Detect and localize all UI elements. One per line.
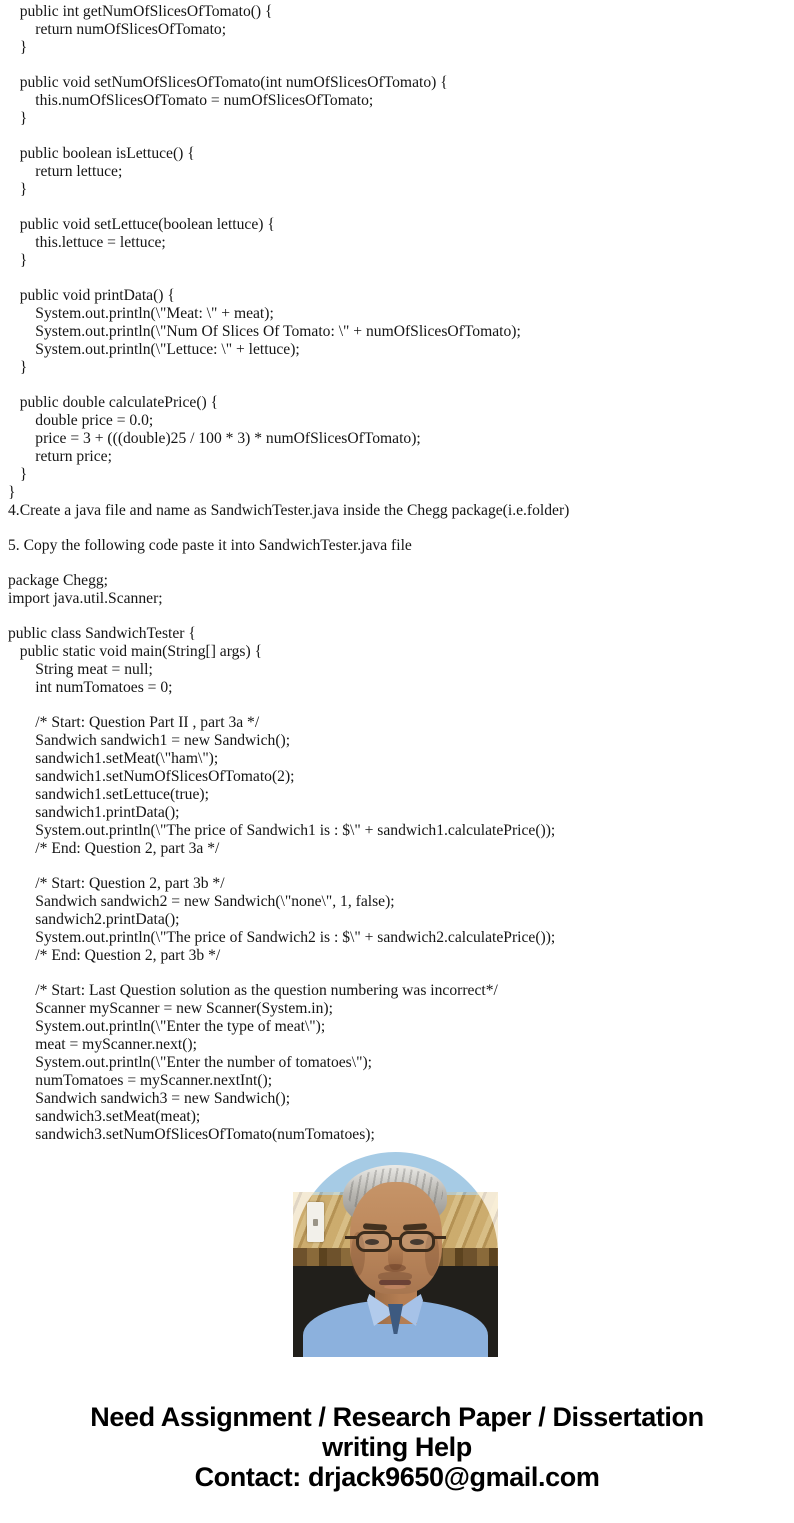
code-line: } (8, 466, 28, 483)
code-line: public static void main(String[] args) { (8, 643, 263, 660)
code-line: System.out.println(\"Enter the number of tomatoes\"); (8, 1054, 372, 1071)
code-paragraph (8, 216, 794, 270)
code-line: double price = 0.0; (8, 412, 154, 429)
code-paragraph (8, 74, 794, 128)
avatar-switch-plate (307, 1202, 324, 1242)
footer-heading (0, 1402, 794, 1492)
code-line: } (8, 484, 16, 501)
code-line: System.out.println(\"Meat: \" + meat); (8, 305, 274, 322)
code-paragraph (8, 714, 794, 858)
code-paragraph (8, 982, 794, 1144)
code-line: System.out.println(\"The price of Sandwich2 is : $\" + sandwich2.calculatePrice()); (8, 929, 556, 946)
code-paragraph (8, 875, 794, 965)
code-line: Sandwich sandwich1 = new Sandwich(); (8, 732, 291, 749)
code-paragraph (8, 3, 794, 57)
code-line: 4.Create a java file and name as SandwichTester.java inside the Chegg package(i.e.folder) (8, 502, 570, 519)
code-paragraph (8, 394, 794, 520)
code-line: String meat = null; (8, 661, 153, 678)
code-line: System.out.println(\"Num Of Slices Of Tomato: \" + numOfSlicesOfTomato); (8, 323, 521, 340)
code-line: Sandwich sandwich3 = new Sandwich(); (8, 1090, 291, 1107)
code-line: } (8, 359, 28, 376)
code-line: sandwich3.setNumOfSlicesOfTomato(numTomatoes); (8, 1126, 375, 1143)
code-line: public boolean isLettuce() { (8, 145, 195, 162)
code-line: System.out.println(\"Enter the type of meat\"); (8, 1018, 326, 1035)
glasses-arm-right (434, 1236, 446, 1239)
code-line: return numOfSlicesOfTomato; (8, 21, 227, 38)
code-paragraph (8, 287, 794, 377)
code-line: System.out.println(\"Lettuce: \" + lettuce); (8, 341, 300, 358)
code-line: numTomatoes = myScanner.nextInt(); (8, 1072, 273, 1089)
code-line: return lettuce; (8, 163, 123, 180)
footer-heading-line1: Need Assignment / Research Paper / Dissertation (90, 1402, 704, 1432)
code-line: /* Start: Question 2, part 3b */ (8, 875, 225, 892)
code-line: sandwich1.setMeat(\"ham\"); (8, 750, 219, 767)
code-line: Scanner myScanner = new Scanner(System.in); (8, 1000, 333, 1017)
footer-heading-line2: writing Help (322, 1432, 472, 1462)
code-line: public void setLettuce(boolean lettuce) { (8, 216, 275, 233)
code-line: return price; (8, 448, 112, 465)
code-line: } (8, 252, 28, 269)
code-line: } (8, 110, 28, 127)
code-line: public void setNumOfSlicesOfTomato(int numOfSlicesOfTomato) { (8, 74, 448, 91)
code-line: import java.util.Scanner; (8, 590, 163, 607)
avatar-lower-lip (384, 1285, 406, 1289)
code-line: public class SandwichTester { (8, 625, 196, 642)
code-line: Sandwich sandwich2 = new Sandwich(\"none\", 1, false); (8, 893, 395, 910)
code-line: int numTomatoes = 0; (8, 679, 173, 696)
tutor-portrait-photo (293, 1152, 498, 1357)
code-line: sandwich1.setLettuce(true); (8, 786, 209, 803)
code-paragraph (8, 537, 794, 555)
code-line: sandwich1.setNumOfSlicesOfTomato(2); (8, 768, 295, 785)
code-line: System.out.println(\"The price of Sandwich1 is : $\" + sandwich1.calculatePrice()); (8, 822, 556, 839)
code-line: /* Start: Question Part II , part 3a */ (8, 714, 260, 731)
code-line: } (8, 181, 28, 198)
code-line: meat = myScanner.next(); (8, 1036, 197, 1053)
code-line: /* End: Question 2, part 3a */ (8, 840, 220, 857)
code-paragraph (8, 625, 794, 697)
code-line: public void printData() { (8, 287, 175, 304)
glasses-arm-left (345, 1236, 357, 1239)
code-paragraph (8, 572, 794, 608)
code-line: public double calculatePrice() { (8, 394, 219, 411)
code-line: /* End: Question 2, part 3b */ (8, 947, 221, 964)
code-line: sandwich1.printData(); (8, 804, 180, 821)
code-line: } (8, 39, 28, 56)
glasses-lens-right (399, 1231, 435, 1252)
code-line: this.lettuce = lettuce; (8, 234, 166, 251)
code-line: this.numOfSlicesOfTomato = numOfSlicesOfTomato; (8, 92, 374, 109)
code-line: /* Start: Last Question solution as the question numbering was incorrect*/ (8, 982, 498, 999)
code-line: package Chegg; (8, 572, 109, 589)
code-line: sandwich2.printData(); (8, 911, 180, 928)
code-line: public int getNumOfSlicesOfTomato() { (8, 3, 273, 20)
avatar-nose-tip (384, 1264, 406, 1272)
code-line: 5. Copy the following code paste it into SandwichTester.java file (8, 537, 412, 554)
code-line: sandwich3.setMeat(meat); (8, 1108, 201, 1125)
footer-contact-email: Contact: drjack9650@gmail.com (194, 1462, 600, 1492)
code-paragraph (8, 145, 794, 199)
code-line: price = 3 + (((double)25 / 100 * 3) * numOfSlicesOfTomato); (8, 430, 421, 447)
glasses-lens-left (356, 1231, 392, 1252)
document-text (8, 3, 794, 1143)
